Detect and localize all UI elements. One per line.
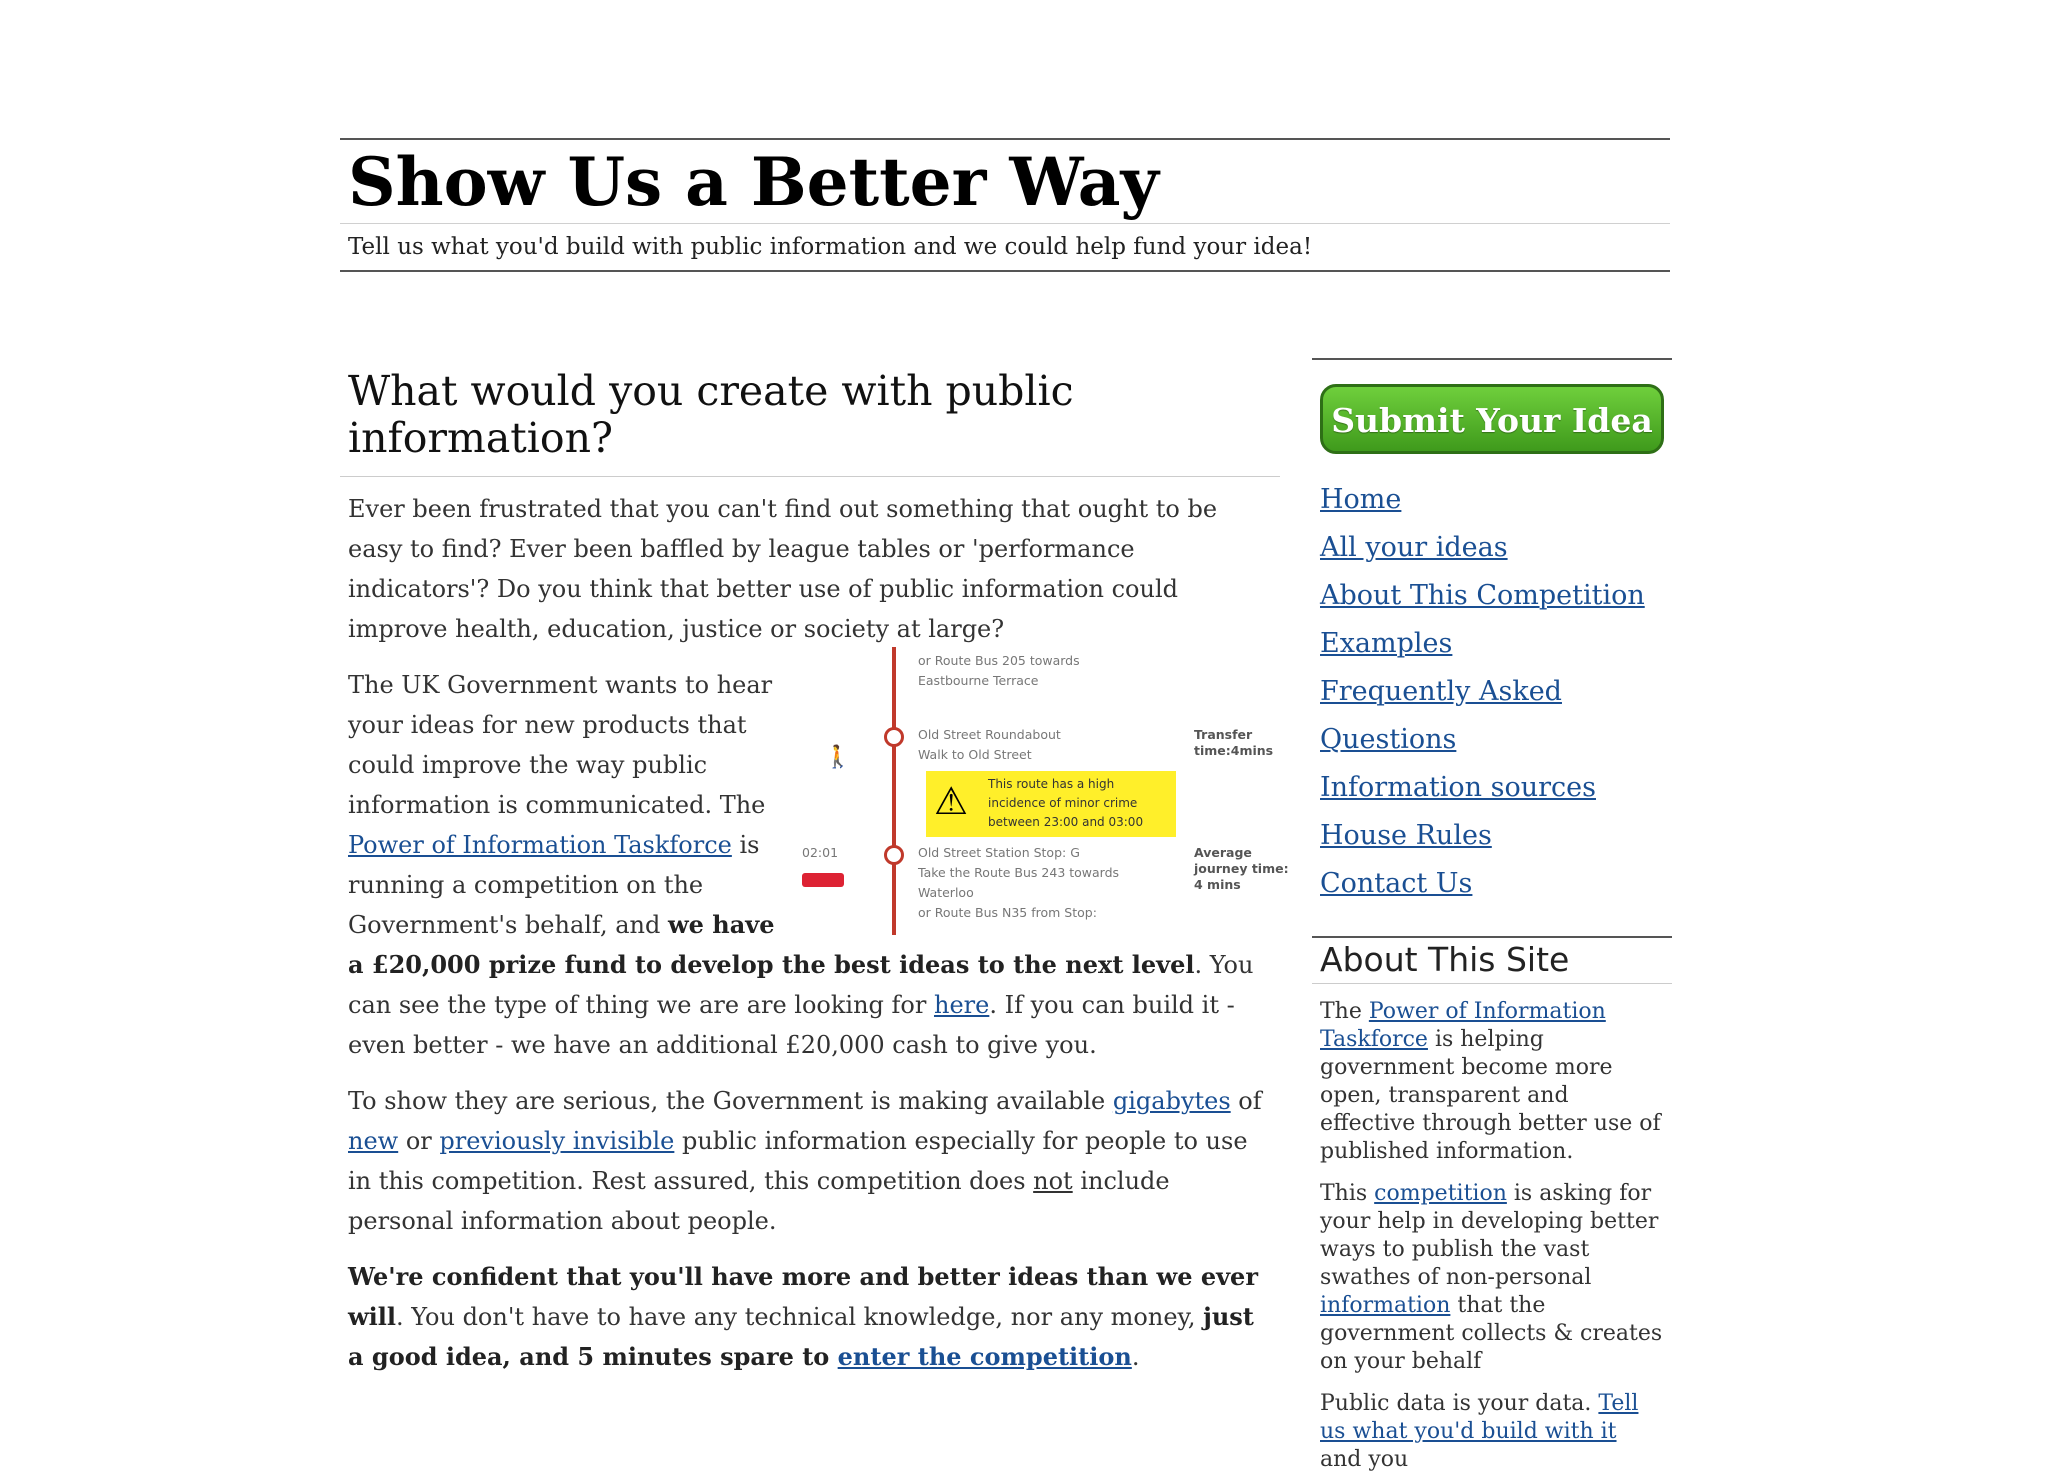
figure-text: Old Street Station Stop: G bbox=[918, 845, 1080, 861]
intro-text: Ever been frustrated that you can't find out something that ought to be easy to find? Ever been baffled by league tables or 'performance indicators'? Do you think that better use of public information could improve health, education, justice or society at large? bbox=[348, 495, 1218, 644]
sidebar-information-link[interactable]: information bbox=[1320, 1293, 1451, 1318]
submit-idea-button[interactable]: Submit Your Idea bbox=[1320, 384, 1664, 454]
bus-icon bbox=[802, 873, 844, 887]
figure-text: Old Street Roundabout bbox=[918, 727, 1061, 743]
warning-text: This route has a high incidence of minor crime between 23:00 and 03:00 bbox=[988, 777, 1144, 830]
text-span: Public data is your data. bbox=[1320, 1391, 1599, 1416]
prize-fund-text: we have a £20,000 prize fund to develop the best ideas to the next level bbox=[348, 910, 1195, 980]
crime-warning-box bbox=[926, 771, 1176, 837]
nav-item-house-rules bbox=[1320, 812, 1664, 860]
nav-link-faq[interactable]: Frequently Asked Questions bbox=[1320, 676, 1562, 755]
figure-text: Walk to Old Street bbox=[918, 747, 1032, 763]
nav-item-about-competition bbox=[1320, 572, 1664, 620]
figure-text: Eastbourne Terrace bbox=[918, 673, 1039, 689]
text-span: is asking for your help in developing better ways to publish the vast swathes of non-personal bbox=[1320, 1181, 1659, 1290]
figure-text: 4 mins bbox=[1194, 877, 1241, 893]
warning-icon: ⚠ bbox=[934, 779, 969, 824]
sidebar-nav bbox=[1312, 476, 1672, 908]
about-paragraph-1 bbox=[1312, 998, 1672, 1166]
route-stop-marker bbox=[884, 727, 904, 747]
taskforce-link[interactable]: Power of Information Taskforce bbox=[348, 831, 732, 860]
about-paragraph-2 bbox=[1312, 1180, 1672, 1376]
sidebar-taskforce-link[interactable]: Power of Information Taskforce bbox=[1320, 999, 1606, 1052]
figure-text: time:4mins bbox=[1194, 743, 1274, 759]
text-span: This bbox=[1320, 1181, 1375, 1206]
text-span: is running a competition on the Government's behalf, and bbox=[348, 831, 760, 940]
here-link[interactable]: here bbox=[933, 991, 990, 1020]
sidebar bbox=[1312, 358, 1672, 1474]
nav-link-contact[interactable]: Contact Us bbox=[1320, 868, 1473, 899]
figure-text: Transfer bbox=[1194, 727, 1253, 743]
sidebar-competition-link[interactable]: competition bbox=[1374, 1181, 1507, 1206]
route-stop-marker bbox=[884, 845, 904, 865]
main-content bbox=[340, 358, 1289, 1393]
text-span: just a good idea, and 5 minutes spare to bbox=[348, 1302, 1254, 1372]
page bbox=[340, 138, 1670, 1472]
figure-text: Waterloo bbox=[918, 885, 974, 901]
nav-link-examples[interactable]: Examples bbox=[1320, 628, 1453, 659]
text-span: include personal information about people. bbox=[348, 1167, 1170, 1236]
figure-text: Take the Route Bus 243 towards bbox=[918, 865, 1120, 881]
text-span: of bbox=[1230, 1087, 1262, 1116]
figure-text: journey time: bbox=[1194, 861, 1289, 877]
bold-text: We're confident that you'll have more and better ideas than we ever will bbox=[348, 1262, 1258, 1332]
text-span: . You don't have to have any technical knowledge, nor any money, bbox=[396, 1303, 1204, 1332]
previously-invisible-link[interactable]: previously invisible bbox=[439, 1127, 675, 1156]
confidence-paragraph bbox=[340, 1257, 1280, 1377]
nav-link-all-ideas[interactable]: All your ideas bbox=[1320, 532, 1508, 563]
masthead bbox=[340, 138, 1670, 272]
text-span: The UK Government wants to hear your ideas for new products that could improve the way public information is communicated. The bbox=[348, 671, 773, 820]
page-heading: What would you create with public information? bbox=[340, 358, 1280, 477]
enter-competition-link[interactable]: enter the competition bbox=[837, 1342, 1132, 1372]
text-span: To show they are serious, the Government is making available bbox=[348, 1087, 1113, 1116]
data-paragraph bbox=[340, 1081, 1280, 1241]
figure-text: Average bbox=[1194, 845, 1252, 861]
nav-item-contact bbox=[1320, 860, 1664, 908]
text-span: public information especially for people to use in this competition. Rest assured, this competition does bbox=[348, 1127, 1248, 1196]
nav-item-all-ideas bbox=[1320, 524, 1664, 572]
new-link[interactable]: new bbox=[348, 1127, 399, 1156]
gigabytes-link[interactable]: gigabytes bbox=[1112, 1087, 1231, 1116]
text-span: . You can see the type of thing we are are looking for bbox=[348, 951, 1254, 1020]
nav-link-home[interactable]: Home bbox=[1320, 484, 1402, 515]
about-paragraph-3 bbox=[1312, 1390, 1672, 1474]
site-title: Show Us a Better Way bbox=[340, 140, 1670, 224]
figure-text: or Route Bus 205 towards bbox=[918, 653, 1080, 669]
text-span: or bbox=[398, 1127, 440, 1156]
journey-planner-image bbox=[802, 647, 1289, 935]
nav-link-about-competition[interactable]: About This Competition bbox=[1320, 580, 1645, 611]
figure-text: or Route Bus N35 from Stop: bbox=[918, 905, 1097, 921]
sidebar-tell-us-link[interactable]: Tell us what you'd build with it bbox=[1320, 1391, 1639, 1444]
walking-person-icon: 🚶 bbox=[824, 745, 852, 771]
nav-item-faq bbox=[1320, 668, 1664, 764]
nav-item-information-sources bbox=[1320, 764, 1664, 812]
site-tagline: Tell us what you'd build with public information and we could help fund your idea! bbox=[348, 233, 1313, 260]
text-span: that the government collects & creates on your behalf bbox=[1320, 1293, 1663, 1374]
nav-item-home bbox=[1320, 476, 1664, 524]
nav-link-information-sources[interactable]: Information sources bbox=[1320, 772, 1596, 803]
about-site-heading: About This Site bbox=[1312, 936, 1672, 984]
sidebar-rule bbox=[1312, 358, 1672, 360]
nav-item-examples bbox=[1320, 620, 1664, 668]
text-span: is helping government become more open, transparent and effective through better use of published information. bbox=[1320, 1027, 1661, 1164]
not-emphasis: not bbox=[1033, 1167, 1073, 1196]
route-line bbox=[892, 647, 896, 935]
text-span: and you bbox=[1320, 1447, 1409, 1472]
text-span: . If you can build it - even better - we have an additional £20,000 cash to give you. bbox=[348, 991, 1235, 1060]
figure-time: 02:01 bbox=[802, 845, 839, 861]
text-span: The bbox=[1320, 999, 1369, 1024]
nav-link-house-rules[interactable]: House Rules bbox=[1320, 820, 1492, 851]
text-span: . bbox=[1131, 1343, 1140, 1372]
intro-paragraph bbox=[340, 489, 1280, 649]
